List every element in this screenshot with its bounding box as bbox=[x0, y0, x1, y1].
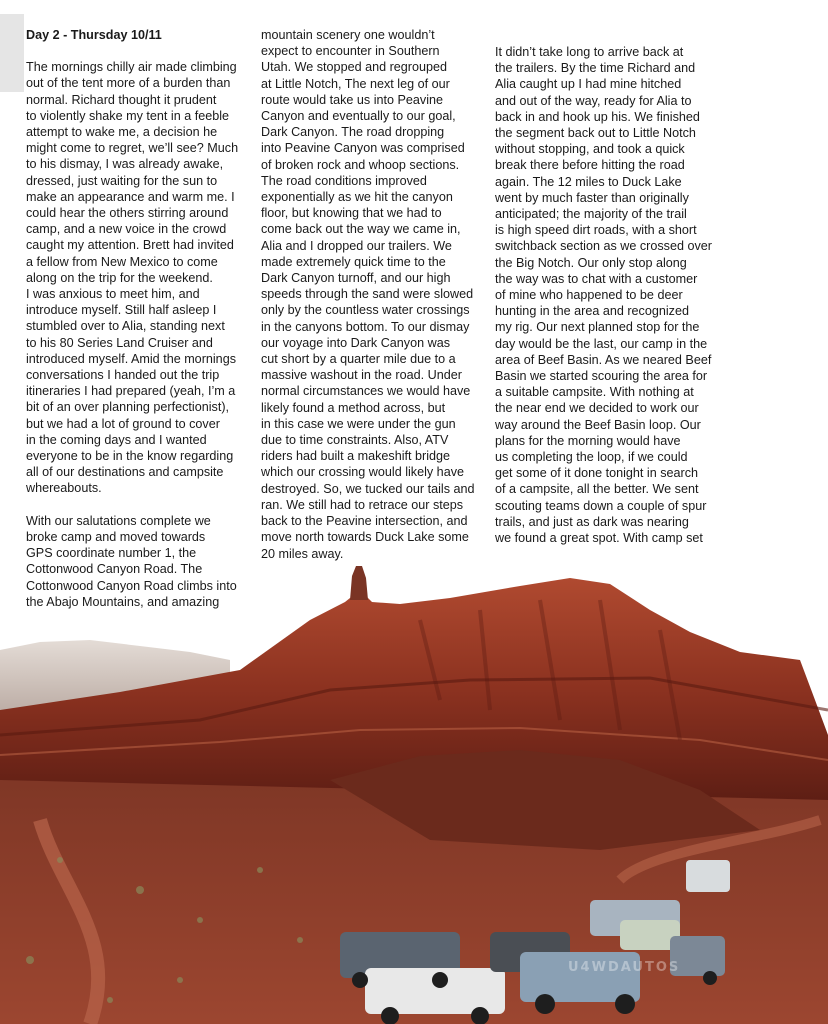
text-line: but we had a lot of ground to cover bbox=[26, 416, 220, 431]
text-line: make an appearance and warm me. I bbox=[26, 189, 235, 204]
text-line: way around the Beef Basin loop. Our bbox=[495, 417, 701, 432]
text-line: of mine who happened to be deer bbox=[495, 288, 683, 303]
text-line: Cottonwood Canyon Road climbs into bbox=[26, 578, 237, 593]
text-line: is high speed dirt roads, with a short bbox=[495, 223, 697, 238]
text-line: expect to encounter in Southern bbox=[261, 44, 440, 59]
text-line: likely found a method across, but bbox=[261, 400, 446, 415]
text-line: trails, and just as dark was nearing bbox=[495, 514, 689, 529]
text-line: we found a great spot. With camp set bbox=[495, 531, 703, 546]
text-line: the way was to chat with a customer bbox=[495, 271, 698, 286]
text-line: It didn’t take long to arrive back at bbox=[495, 45, 684, 59]
text-line: Basin we started scouring the area for bbox=[495, 369, 708, 384]
text-line: scouting teams down a couple of spur bbox=[495, 498, 707, 513]
text-line: might come to regret, we’ll see? Much bbox=[26, 141, 239, 156]
text-line: the Big Notch. Our only stop along bbox=[495, 255, 687, 270]
text-line: conversations I handed out the trip bbox=[26, 368, 220, 383]
text-line: went by much faster than originally bbox=[495, 190, 689, 205]
text-line: come back out the way we came in, bbox=[261, 222, 461, 237]
text-line: break there before hitting the road bbox=[495, 158, 685, 173]
text-line: riders had built a makeshift bridge bbox=[261, 449, 451, 464]
canyon-photo bbox=[0, 560, 828, 1024]
text-line: whereabouts. bbox=[26, 481, 102, 496]
paragraph bbox=[495, 44, 717, 546]
text-line: the Abajo Mountains, and amazing bbox=[26, 594, 220, 609]
text-line: a fellow from New Mexico to come bbox=[26, 254, 218, 269]
text-line: route would take us into Peavine bbox=[261, 92, 444, 107]
text-line: could hear the others stirring around bbox=[26, 206, 229, 221]
text-line: dressed, just waiting for the sun to bbox=[26, 173, 218, 188]
text-line: camp, and a new voice in the crowd bbox=[26, 222, 227, 237]
text-line: bit of an over planning perfectionist), bbox=[26, 400, 230, 415]
text-line: to his dismay, I was already awake, bbox=[26, 157, 224, 172]
text-line: in this case we were under the gun bbox=[261, 416, 456, 431]
text-line: of a campsite, all the better. We sent bbox=[495, 482, 699, 497]
text-line: switchback section as we crossed over bbox=[495, 239, 712, 254]
text-line: to violently shake my tent in a feeble bbox=[26, 108, 230, 123]
text-line: move north towards Duck Lake some bbox=[261, 530, 469, 545]
text-line: due to time constraints. Also, ATV bbox=[261, 433, 449, 448]
text-line: get some of it done tonight in search bbox=[495, 466, 699, 481]
text-line: caught my attention. Brett had invited bbox=[26, 238, 234, 253]
text-line: introduced myself. Amid the mornings bbox=[26, 351, 236, 366]
text-line: and out of the way, ready for Alia to bbox=[495, 93, 692, 108]
text-line: With our salutations complete we bbox=[26, 513, 211, 528]
text-line: all of our destinations and campsite bbox=[26, 465, 224, 480]
text-line: back in and hook up his. We finished bbox=[495, 109, 700, 124]
text-line: Alia caught up I had mine hitched bbox=[495, 77, 682, 92]
paragraph bbox=[26, 59, 248, 496]
text-line: 20 miles away. bbox=[261, 546, 344, 561]
text-line: along on the trip for the weekend. bbox=[26, 270, 213, 285]
text-line: The road conditions improved bbox=[261, 173, 427, 188]
text-line: Dark Canyon turnoff, and our high bbox=[261, 271, 451, 286]
text-line: the segment back out to Little Notch bbox=[495, 126, 696, 141]
text-line: mountain scenery one wouldn’t bbox=[261, 28, 435, 42]
text-line: stumbled over to Alia, standing next bbox=[26, 319, 225, 334]
rock-pinnacle bbox=[350, 566, 368, 600]
paragraph bbox=[261, 27, 485, 562]
text-line: anticipated; the majority of the trail bbox=[495, 207, 687, 222]
text-line: exponentially as we hit the canyon bbox=[261, 190, 453, 205]
text-line: our voyage into Dark Canyon was bbox=[261, 335, 451, 350]
text-line: Cottonwood Canyon Road. The bbox=[26, 562, 203, 577]
text-line: into Peavine Canyon was comprised bbox=[261, 141, 465, 156]
article-heading: Day 2 - Thursday 10/11 bbox=[26, 28, 162, 42]
text-line: I was anxious to meet him, and bbox=[26, 287, 200, 302]
text-line: hunting in the area and recognized bbox=[495, 304, 689, 319]
text-line: Utah. We stopped and regrouped bbox=[261, 60, 448, 75]
text-line: broke camp and moved towards bbox=[26, 530, 206, 545]
text-line: massive washout in the road. Under bbox=[261, 368, 462, 383]
text-line: in the coming days and I wanted bbox=[26, 432, 207, 447]
page-tab-marker bbox=[0, 14, 24, 92]
text-line: at Little Notch, The next leg of our bbox=[261, 76, 450, 91]
watermark-text: U4WDAUTOS bbox=[568, 960, 681, 975]
text-line: cut short by a quarter mile due to a bbox=[261, 352, 456, 367]
text-line: everyone to be in the know regarding bbox=[26, 449, 234, 464]
article-column-2 bbox=[261, 27, 485, 578]
text-line: The mornings chilly air made climbing bbox=[26, 60, 237, 75]
text-line: the near end we decided to work our bbox=[495, 401, 699, 416]
text-line: without stopping, and took a quick bbox=[495, 142, 685, 157]
text-line: introduce myself. Still half asleep I bbox=[26, 303, 217, 318]
text-line: in the canyons bottom. To our dismay bbox=[261, 319, 470, 334]
text-line: of broken rock and whoop sections. bbox=[261, 157, 460, 172]
text-line: Alia and I dropped our trailers. We bbox=[261, 238, 452, 253]
text-line: out of the tent more of a burden than bbox=[26, 76, 231, 91]
text-line: plans for the morning would have bbox=[495, 433, 681, 448]
text-line: us completing the loop, if we could bbox=[495, 450, 688, 465]
text-line: made extremely quick time to the bbox=[261, 254, 446, 269]
text-line: Dark Canyon. The road dropping bbox=[261, 125, 445, 140]
text-line: area of Beef Basin. As we neared Beef bbox=[495, 352, 712, 367]
text-line: normal circumstances we would have bbox=[261, 384, 471, 399]
text-line: floor, but knowing that we had to bbox=[261, 206, 442, 221]
text-line: to his 80 Series Land Cruiser and bbox=[26, 335, 213, 350]
text-line: Canyon and eventually to our goal, bbox=[261, 109, 456, 124]
text-line: attempt to wake me, a decision he bbox=[26, 125, 218, 140]
text-line: my rig. Our next planned stop for the bbox=[495, 320, 700, 335]
text-line: back to the Peavine intersection, and bbox=[261, 514, 468, 529]
text-line: itineraries I had prepared (yeah, I’m a bbox=[26, 384, 236, 399]
text-line: ran. We still had to retrace our steps bbox=[261, 497, 464, 512]
text-line: again. The 12 miles to Duck Lake bbox=[495, 174, 682, 189]
text-line: destroyed. So, we tucked our tails and bbox=[261, 481, 475, 496]
text-line: speeds through the sand were slowed bbox=[261, 287, 474, 302]
text-line: GPS coordinate number 1, the bbox=[26, 546, 197, 561]
text-line: only by the countless water crossings bbox=[261, 303, 470, 318]
article-column-3 bbox=[495, 44, 717, 562]
text-line: day would be the last, our camp in the bbox=[495, 336, 708, 351]
article-column-1 bbox=[26, 27, 248, 626]
text-line: which our crossing would likely have bbox=[261, 465, 464, 480]
text-line: a suitable campsite. With nothing at bbox=[495, 385, 694, 400]
text-line: the trailers. By the time Richard and bbox=[495, 61, 696, 76]
vehicle bbox=[686, 860, 730, 892]
text-line: normal. Richard thought it prudent bbox=[26, 92, 217, 107]
